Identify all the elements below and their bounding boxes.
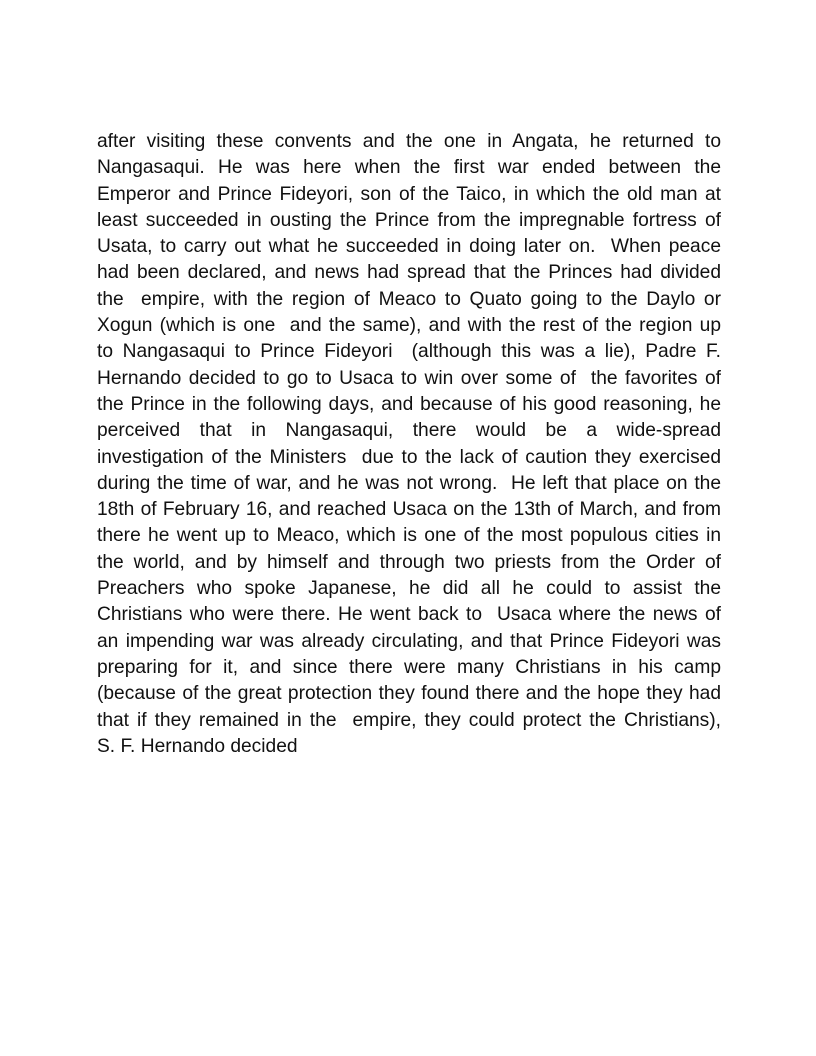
text-line: the Prince in the following days, and because of his good reasoning, he [97,393,721,415]
text-line: S. F. Hernando decided [97,735,298,757]
text-line: 18th of February 16, and reached Usaca on the 13th of March, and from [97,499,721,521]
text-line: had been declared, and news had spread that the Princes had divided [97,262,721,284]
text-line: Emperor and Prince Fideyori, son of the Taico, in which the old man at [97,183,721,205]
text-line: (because of the great protection they found there and the hope they had [97,683,721,705]
text-line: Preachers who spoke Japanese, he did all he could to assist the [97,578,721,600]
text-line: the empire, with the region of Meaco to Quato going to the Daylo or [97,288,721,310]
text-line: an impending war was already circulating, and that Prince Fideyori was [97,630,721,652]
text-line: Usata, to carry out what he succeeded in doing later on. When peace [97,236,721,258]
text-line: Nangasaqui. He was here when the first war ended between the [97,157,721,179]
text-line: Christians who were there. He went back to Usaca where the news of [97,604,721,626]
text-line: there he went up to Meaco, which is one of the most populous cities in [97,525,721,547]
body-paragraph [97,129,721,760]
text-line: to Nangasaqui to Prince Fideyori (although this was a lie), Padre F. [97,341,721,363]
text-line: preparing for it, and since there were many Christians in his camp [97,656,721,678]
text-line: investigation of the Ministers due to the lack of caution they exercised [97,446,721,468]
text-line: least succeeded in ousting the Prince from the impregnable fortress of [97,209,721,231]
text-line: Xogun (which is one and the same), and with the rest of the region up [97,315,721,337]
text-line: after visiting these convents and the one in Angata, he returned to [97,131,721,152]
text-line: Hernando decided to go to Usaca to win over some of the favorites of [97,367,721,389]
text-line: during the time of war, and he was not wrong. He left that place on the [97,472,721,494]
text-line: perceived that in Nangasaqui, there would be a wide-spread [97,420,721,442]
text-line: that if they remained in the empire, they could protect the Christians), [97,709,721,731]
text-line: the world, and by himself and through two priests from the Order of [97,551,721,573]
